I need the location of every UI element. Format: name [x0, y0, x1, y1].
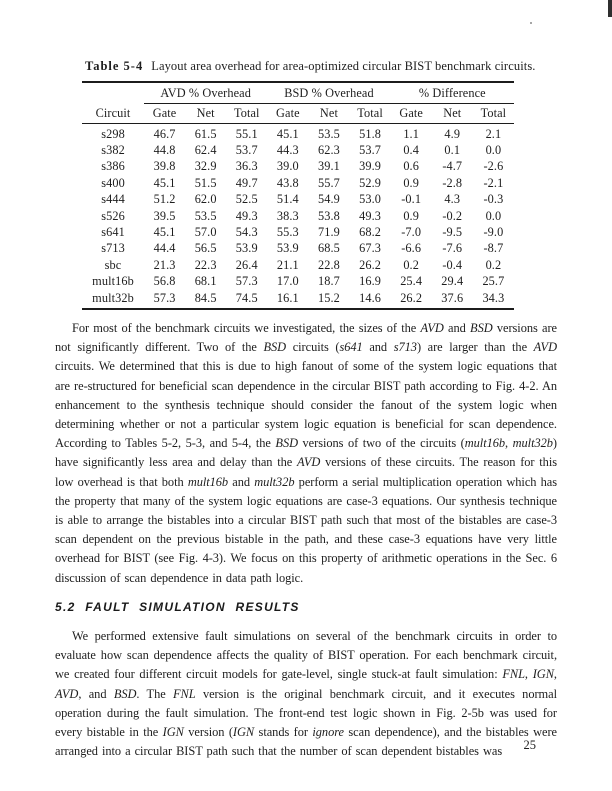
column-header-net: Net: [432, 104, 473, 124]
column-header-net: Net: [185, 104, 226, 124]
value-cell: -0.3: [483, 192, 504, 207]
value-cell: 39.5: [153, 208, 176, 223]
value-cell: 71.9: [317, 224, 340, 239]
value-cell: 68.1: [194, 274, 217, 289]
value-cell: -0.1: [401, 192, 422, 207]
value-cell: 57.3: [153, 290, 176, 305]
italic-term: mult16b: [464, 436, 506, 451]
value-cell: 16.1: [276, 290, 299, 305]
value-cell: 39.8: [153, 159, 176, 174]
text-run: ,: [553, 667, 557, 682]
column-header-gate: Gate: [267, 104, 308, 124]
value-cell: 36.3: [235, 159, 258, 174]
value-cell: 38.3: [276, 208, 299, 223]
value-cell: 55.7: [317, 175, 340, 190]
italic-term: mult32b: [512, 436, 553, 451]
value-cell: 39.0: [276, 159, 299, 174]
table-caption-text: Layout area overhead for area-optimized circular BIST benchmark circuits.: [151, 59, 536, 73]
value-cell: 37.6: [441, 290, 464, 305]
benchmark-table: [82, 81, 514, 310]
value-cell: 68.2: [359, 224, 381, 239]
value-cell: -2.8: [442, 175, 463, 190]
italic-term: IGN: [532, 667, 554, 682]
table-caption: [85, 58, 557, 74]
value-cell: -0.4: [442, 257, 463, 272]
value-cell: 15.2: [317, 290, 340, 305]
value-cell: 1.1: [403, 126, 419, 141]
text-run: perform a serial multiplication operation which has the property that many of the system logic equations are case-3 equations. Our synthesis technique is able to arrange the bistables into a circular BIST path such that most of the bistables are case-3 scan dependent on the previous bistable in the path, and these case-3 equations have very little overhead for BIST (see Fig. 4-3). We focus on this property of arithmetic operations in the Sec. 6 discussion of scan dependence in data path logic.: [55, 474, 557, 585]
value-cell: 2.1: [485, 126, 502, 141]
value-cell: 26.2: [359, 257, 381, 272]
value-cell: 62.4: [194, 142, 217, 157]
value-cell: 44.4: [153, 241, 176, 256]
text-run: stands for: [254, 725, 313, 740]
column-header-total: Total: [349, 104, 390, 124]
italic-term: ignore: [312, 725, 344, 740]
text-run: versions of two of the circuits (: [297, 436, 465, 451]
value-cell: 0.9: [403, 175, 419, 190]
text-run: scan dependence), and the bistables were arranged into a circular BIST path such that the number of scan dependent bistables was: [55, 725, 557, 759]
value-cell: 51.5: [194, 175, 217, 190]
column-group-avd: AVD % Overhead: [144, 82, 267, 104]
value-cell: 54.3: [235, 224, 258, 239]
value-cell: -9.0: [483, 224, 504, 239]
text-run: We performed extensive fault simulations on several of the benchmark circuits in order to evaluate how scan dependence affects the quality of BIST operation. For each benchmark circuit, we created four different circuit models for gate-level, single stuck-at fault simulation:: [55, 629, 557, 682]
value-cell: 34.3: [482, 290, 505, 305]
value-cell: 0.2: [403, 257, 419, 272]
value-cell: 61.5: [194, 126, 217, 141]
value-cell: 45.1: [153, 175, 176, 190]
table-header-row: [82, 104, 514, 124]
text-run: and: [362, 340, 394, 355]
text-run: ) are larger than the: [416, 340, 534, 355]
table-row: [82, 142, 514, 158]
value-cell: 0.2: [485, 257, 502, 272]
circuit-name-cell: s298: [101, 126, 125, 141]
value-cell: 22.3: [194, 257, 217, 272]
value-cell: 21.3: [153, 257, 176, 272]
table-row: [82, 208, 514, 224]
column-header-gate: Gate: [391, 104, 432, 124]
value-cell: 0.6: [403, 159, 419, 174]
text-run: version (: [183, 725, 233, 740]
value-cell: -2.6: [483, 159, 504, 174]
value-cell: 53.9: [276, 241, 299, 256]
circuit-name-cell: s382: [101, 142, 125, 157]
table-row: [82, 290, 514, 309]
value-cell: 44.3: [276, 142, 299, 157]
text-run: ,: [524, 667, 533, 682]
circuit-name-cell: sbc: [104, 257, 122, 272]
value-cell: 0.0: [485, 142, 502, 157]
circuit-name-cell: s386: [101, 159, 125, 174]
section-heading: 5.2 FAULT SIMULATION RESULTS: [55, 599, 300, 614]
value-cell: 49.3: [359, 208, 381, 223]
table-row: [82, 273, 514, 289]
table-row: [82, 158, 514, 174]
value-cell: 49.3: [235, 208, 258, 223]
value-cell: 53.7: [359, 142, 381, 157]
value-cell: 43.8: [276, 175, 299, 190]
value-cell: 39.9: [359, 159, 381, 174]
value-cell: 51.8: [359, 126, 381, 141]
value-cell: 21.1: [276, 257, 299, 272]
text-run: ) have significantly less area and delay than the: [55, 436, 557, 470]
value-cell: 62.0: [194, 192, 217, 207]
value-cell: 49.7: [235, 175, 258, 190]
text-run: versions are not significantly different. Two of the: [55, 320, 557, 355]
column-header-total: Total: [226, 104, 267, 124]
text-run: and: [228, 474, 255, 489]
value-cell: 53.5: [317, 126, 340, 141]
value-cell: 52.5: [235, 192, 258, 207]
value-cell: 4.9: [444, 126, 461, 141]
column-group-bsd: BSD % Overhead: [267, 82, 390, 104]
value-cell: 62.3: [317, 142, 340, 157]
table-cell-empty: [82, 82, 144, 104]
italic-term: AVD: [533, 340, 557, 355]
value-cell: -8.7: [483, 241, 504, 256]
page-number: 25: [523, 738, 536, 752]
text-run: version is the original benchmark circuit, and it executes normal operation during the fault simulation. The front-end test logic shown in Fig. 2-5b was used for every bistable in the: [55, 686, 557, 740]
value-cell: 53.7: [235, 142, 258, 157]
italic-term: BSD: [113, 686, 137, 701]
table-row: [82, 191, 514, 207]
value-cell: 25.4: [400, 274, 423, 289]
value-cell: 45.1: [276, 126, 299, 141]
value-cell: -9.5: [442, 224, 463, 239]
table-row: [82, 175, 514, 191]
value-cell: 32.9: [194, 159, 217, 174]
table-row: [82, 224, 514, 240]
value-cell: 56.8: [153, 274, 176, 289]
value-cell: 26.2: [400, 290, 423, 305]
value-cell: 53.9: [235, 241, 258, 256]
italic-term: BSD: [263, 340, 287, 355]
italic-term: s713: [393, 340, 417, 355]
value-cell: 25.7: [482, 274, 505, 289]
circuit-name-cell: mult32b: [92, 290, 134, 305]
value-cell: 46.7: [153, 126, 176, 141]
value-cell: 18.7: [317, 274, 340, 289]
value-cell: 0.0: [485, 208, 502, 223]
text-run: For most of the benchmark circuits we investigated, the sizes of the: [72, 320, 421, 335]
scan-artifact-dot: [530, 22, 532, 24]
italic-term: s641: [339, 340, 363, 355]
value-cell: 26.4: [235, 257, 258, 272]
text-run: versions of these circuits. The reason for this low overhead is that both: [55, 455, 557, 489]
table-caption-label: Table 5-4: [85, 59, 144, 73]
italic-term: AVD: [55, 686, 79, 701]
value-cell: 56.5: [194, 241, 217, 256]
table-row: [82, 240, 514, 256]
circuit-name-cell: s641: [101, 224, 125, 239]
value-cell: -7.6: [442, 241, 463, 256]
circuit-name-cell: s526: [101, 208, 125, 223]
value-cell: -2.1: [483, 175, 504, 190]
circuit-name-cell: s444: [101, 192, 125, 207]
italic-term: FNL: [502, 667, 525, 682]
value-cell: 53.5: [194, 208, 217, 223]
value-cell: 57.0: [194, 224, 217, 239]
circuit-name-cell: s713: [101, 241, 125, 256]
value-cell: 53.8: [317, 208, 340, 223]
italic-term: IGN: [162, 725, 184, 740]
italic-term: AVD: [420, 320, 444, 335]
value-cell: 44.8: [153, 142, 176, 157]
value-cell: 0.9: [403, 208, 419, 223]
italic-term: IGN: [232, 725, 255, 740]
value-cell: 68.5: [317, 241, 340, 256]
value-cell: 39.1: [317, 159, 340, 174]
text-run: , and: [78, 686, 114, 701]
body-text: [55, 319, 557, 761]
value-cell: -6.6: [401, 241, 422, 256]
text-run: circuits (: [286, 340, 340, 355]
value-cell: 0.4: [403, 142, 419, 157]
column-header-total: Total: [473, 104, 514, 124]
italic-term: FNL: [173, 686, 196, 701]
column-group-difference: % Difference: [391, 82, 514, 104]
value-cell: 67.3: [359, 241, 381, 256]
value-cell: 55.1: [235, 126, 258, 141]
table-row: [82, 123, 514, 142]
italic-term: mult16b: [187, 474, 229, 489]
value-cell: 16.9: [359, 274, 381, 289]
column-header-circuit: Circuit: [82, 104, 144, 124]
text-run: . The: [136, 686, 174, 701]
value-cell: 45.1: [153, 224, 176, 239]
table-row: [82, 257, 514, 273]
value-cell: 51.4: [276, 192, 299, 207]
value-cell: 29.4: [441, 274, 464, 289]
value-cell: 17.0: [276, 274, 299, 289]
table-group-header-row: [82, 82, 514, 104]
value-cell: 0.1: [444, 142, 461, 157]
paragraph-2: [55, 627, 557, 761]
value-cell: -7.0: [401, 224, 422, 239]
value-cell: -0.2: [442, 208, 463, 223]
value-cell: 74.5: [235, 290, 258, 305]
italic-term: BSD: [275, 436, 298, 451]
paragraph-1: [55, 319, 557, 588]
circuit-name-cell: s400: [101, 175, 125, 190]
value-cell: 53.0: [359, 192, 381, 207]
value-cell: 51.2: [153, 192, 176, 207]
value-cell: 84.5: [194, 290, 217, 305]
value-cell: 54.9: [317, 192, 340, 207]
value-cell: -4.7: [442, 159, 463, 174]
italic-term: AVD: [297, 455, 321, 470]
text-run: circuits. We determined that this is due to high fanout of some of the system logic equations that are re-structured for beneficial scan dependence in the circular BIST path according to Fig. 4-2. An enhancement to the synthesis technique should consider the fanout of the system logic when determining whether or not a particular system logic equation is beneficial for scan dependence. According to Tables 5-2, 5-3, and 5-4, the: [55, 359, 557, 451]
circuit-name-cell: mult16b: [92, 274, 134, 289]
text-run: ,: [505, 436, 513, 451]
column-header-net: Net: [308, 104, 349, 124]
italic-term: mult32b: [254, 474, 295, 489]
scan-artifact-strip: [608, 0, 612, 17]
value-cell: 14.6: [359, 290, 381, 305]
value-cell: 22.8: [317, 257, 340, 272]
value-cell: 57.3: [235, 274, 258, 289]
text-run: and: [443, 320, 471, 335]
value-cell: 55.3: [276, 224, 299, 239]
italic-term: BSD: [470, 320, 493, 335]
column-header-gate: Gate: [144, 104, 185, 124]
table-body: [82, 123, 514, 309]
value-cell: 52.9: [359, 175, 381, 190]
value-cell: 4.3: [444, 192, 461, 207]
